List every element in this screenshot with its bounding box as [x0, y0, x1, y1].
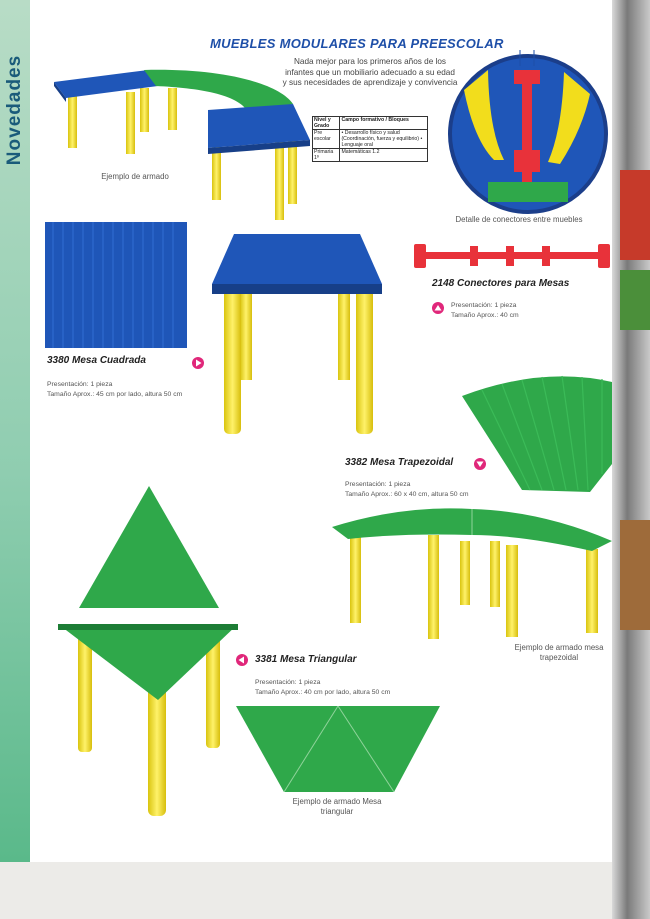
product-size-3382: Tamaño Aprox.: 60 x 40 cm, altura 50 cm [345, 491, 469, 498]
intro-text: Nada mejor para los primeros años de los infantes que un mobiliario adecuado a su edad y sus necesidades de aprendizaje y convivencia [282, 57, 458, 87]
table-header-level: Nivel y Grado [313, 117, 340, 130]
product-presentation-3381: Presentación: 1 pieza [255, 679, 321, 686]
trapezoid-assembly-caption: Ejemplo de armado mesa trapezoidal [514, 643, 604, 662]
table-cell-field: • Desarrollo físico y salud (Coordinación, fuerza y equilibrio) • Lenguaje oral [340, 130, 428, 149]
edge-strip-green [620, 270, 650, 330]
product-presentation-3382: Presentación: 1 pieza [345, 481, 411, 488]
product-title-3382: 3382 Mesa Trapezoidal [345, 457, 454, 468]
square-table-top-illustration [45, 222, 187, 348]
page-bottom-fold [0, 862, 612, 919]
product-title-2148: 2148 Conectores para Mesas [432, 278, 570, 289]
triangle-down-marker-icon [474, 458, 486, 470]
table-row [313, 149, 428, 162]
trapezoid-assembly-illustration [332, 505, 612, 640]
product-size-2148: Tamaño Aprox.: 40 cm [451, 312, 519, 319]
triangle-right-marker-icon [192, 357, 204, 369]
connector-detail-illustration [444, 50, 614, 220]
table-row [313, 130, 428, 149]
triangle-left-marker-icon [236, 654, 248, 666]
side-label: Novedades [4, 54, 25, 166]
product-presentation-2148: Presentación: 1 pieza [451, 302, 517, 309]
triangle-assembly-caption: Ejemplo de armado Mesa triangular [292, 797, 382, 816]
edge-strip-red [620, 170, 650, 260]
table-header-field: Campo formativo / Bloques [340, 117, 428, 130]
triangle-table-top-illustration [79, 486, 219, 608]
product-title-3381: 3381 Mesa Triangular [255, 654, 357, 665]
connector-illustration [414, 240, 610, 272]
edge-strip-brown [620, 520, 650, 630]
page-title: MUEBLES MODULARES PARA PREESCOLAR [210, 36, 504, 51]
assembly-caption: Ejemplo de armado [101, 172, 169, 181]
triangle-up-marker-icon [432, 302, 444, 314]
product-presentation-3380: Presentación: 1 pieza [47, 381, 113, 388]
binding-edge [612, 0, 650, 919]
table-cell-field: Matemáticas 1.2 [340, 149, 428, 162]
assembly-illustration [48, 64, 313, 224]
square-table-illustration [210, 232, 385, 440]
table-cell-level: Primaria 1º [313, 149, 340, 162]
product-size-3381: Tamaño Aprox.: 40 cm por lado, altura 50 cm [255, 689, 391, 696]
connectors-detail-caption: Detalle de conectores entre muebles [455, 215, 583, 224]
table-cell-level: Pre escolar [313, 130, 340, 149]
curriculum-table [312, 116, 428, 162]
triangle-assembly-illustration [236, 706, 440, 792]
product-size-3380: Tamaño Aprox.: 45 cm por lado, altura 50 cm [47, 391, 183, 398]
triangle-table-illustration [58, 622, 238, 818]
side-band [0, 0, 30, 862]
product-title-3380: 3380 Mesa Cuadrada [47, 355, 146, 366]
trapezoid-table-top-illustration [462, 374, 612, 496]
